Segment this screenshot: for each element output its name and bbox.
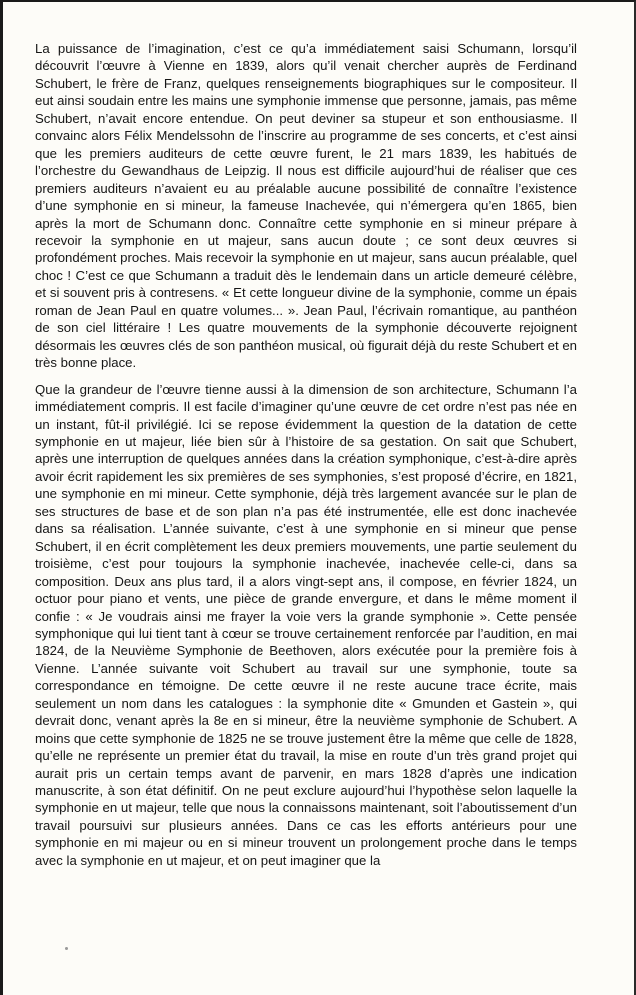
body-text xyxy=(35,40,577,869)
paragraph-1: La puissance de l’imagination, c’est ce qu’a immédiatement saisi Schumann, lorsqu’il découvrit l’œuvre à Vienne en 1839, alors qu’il venait chercher auprès de Ferdinand Schubert, le frère de Franz, quelques renseignements biographiques sur le compositeur. Il eut ainsi soudain entre les mains une symphonie immense que personne, jamais, pas même Schubert, n’avait encore entendue. On peut deviner sa stupeur et son enthousiasme. Il convainc alors Félix Mendelssohn de l’inscrire au programme de ses concerts, et c’est ainsi que les premiers auditeurs de cette œuvre furent, le 21 mars 1839, les habitués de l’orchestre du Gewandhaus de Leipzig. Il nous est difficile aujourd’hui de réaliser que ces premiers auditeurs n’avaient eu au préalable aucune possibilité de connaître l’existence d’une symphonie en si mineur, la fameuse Inachevée, qui n’émergera qu’en 1865, bien après la mort de Schumann donc. Connaître cette symphonie en si mineur prépare à recevoir la symphonie en ut majeur, sans aucun doute ; ce sont deux œuvres si profondément proches. Mais recevoir la symphonie en ut majeur, sans aucun préalable, quel choc ! C’est ce que Schumann a traduit dès le lendemain dans un article demeuré célèbre, et si souvent pris à contresens. « Et cette longueur divine de la symphonie, comme un épais roman de Jean Paul en quatre volumes... ». Jean Paul, l’écrivain romantique, au panthéon de son ciel littéraire ! Les quatre mouvements de la symphonie découverte rejoignent désormais les œuvres clés de son panthéon musical, où figurait déjà du reste Schubert et en très bonne place. xyxy=(35,41,577,371)
scan-speck xyxy=(65,947,68,950)
paragraph-2: Que la grandeur de l’œuvre tienne aussi à la dimension de son architecture, Schumann l’a immédiatement compris. Il est facile d’imaginer qu’une œuvre de cet ordre n’est pas née en un instant, fût-il privilégié. Ici se repose évidemment la question de la datation de cette symphonie en ut majeur, liée bien sûr à l’histoire de sa gestation. On sait que Schubert, après une interruption de quelques années dans la création symphonique, c’est-à-dire après avoir écrit rapidement les six premières de ses symphonies, s’est proposé d’écrire, en 1821, une symphonie en mi mineur. Cette symphonie, déjà très largement avancée sur le plan de ses structures de base et de son plan n’a pas été instrumentée, elle est donc inachevée dans sa réalisation. L’année suivante, c’est à une symphonie en si mineur que pense Schubert, il en écrit complètement les deux premiers mouvements, une partie seulement du troisième, c’est pour toujours la symphonie inachevée, inachevée celle-ci, dans sa composition. Deux ans plus tard, il a alors vingt-sept ans, il compose, en février 1824, un octuor pour piano et vents, une pièce de grande envergure, et dans le même moment il confie : « Je voudrais ainsi me frayer la voie vers la grande symphonie ». Cette pensée symphonique qui lui tient tant à cœur se trouve certainement renforcée par l’audition, en mai 1824, de la Neuvième Symphonie de Beethoven, alors exécutée pour la première fois à Vienne. L’année suivante voit Schubert au travail sur une symphonie, toute sa correspondance en témoigne. De cette œuvre il ne reste aucune trace écrite, mais seulement un nom dans les catalogues : la symphonie dite « Gmunden et Gastein », qui devrait donc, venant après la 8e en si mineur, être la neuvième symphonie de Schubert. A moins que cette symphonie de 1825 ne se trouve justement être la même que celle de 1828, qu’elle ne représente un premier état du travail, la mise en route d’un très grand projet qui aurait pris un certain temps avant de parvenir, en mars 1828 d’après une indication manuscrite, à son état définitif. On ne peut exclure aujourd’hui l’hypothèse selon laquelle la symphonie en ut majeur, telle que nous la connaissons maintenant, soit l’aboutissement d’un travail poursuivi sur plusieurs années. Dans ce cas les efforts antérieurs pour une symphonie en mi majeur ou en si mineur trouvent un prolongement proche dans le temps avec la symphonie en ut majeur, et on peut imaginer que la xyxy=(35,381,577,868)
